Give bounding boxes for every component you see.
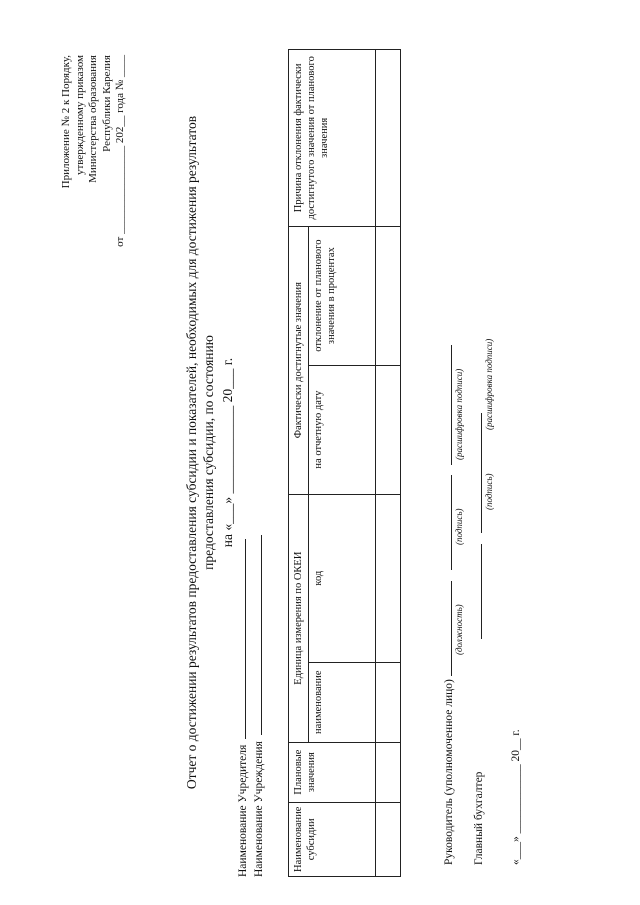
report-title [183, 0, 236, 905]
title-line-2: предоставления субсидии, по состоянию [201, 335, 216, 570]
founder-label: Наименование Учредителя [237, 744, 249, 877]
table-row [376, 50, 401, 877]
institution-field [250, 535, 265, 877]
th-reason: Причина отклонения фактически достигнутого значения от планового значения [289, 50, 376, 227]
institution-underline [250, 535, 262, 735]
appendix-block [60, 55, 128, 315]
th-unit-group: Единица измерения по ОКЕИ [289, 494, 309, 742]
title-line-1: Отчет о достижении результатов предоставления субсидии и показателей, необходимых для достижения результатов [184, 115, 199, 790]
accountant-label: Главный бухгалтер [473, 771, 485, 865]
head-caption-position: (должность) [454, 604, 464, 655]
accountant-signature-line [470, 413, 485, 865]
head-signature-underline [440, 475, 452, 570]
appendix-line-5: от ________________ 202__ года № ____ [114, 55, 126, 247]
accountant-caption-signature: (подпись) [484, 473, 494, 510]
title-date-line: на «___» _____________ 20___ г. [220, 357, 235, 548]
report-table [288, 49, 401, 877]
head-position-underline [440, 581, 452, 676]
head-signature-line [440, 345, 455, 865]
appendix-line-2: утвержденному приказом [73, 55, 86, 176]
head-label: Руководитель (уполномоченное лицо) [443, 679, 455, 865]
founder-field [234, 539, 249, 877]
table-cell [376, 662, 401, 742]
th-actual-dev: отклонение от планового значения в процентах [309, 226, 376, 365]
signature-date: «___» ____________ 20__ г. [510, 729, 522, 865]
th-unit-name: наименование [309, 662, 376, 742]
head-caption-signature: (подпись) [454, 508, 464, 545]
th-actual-group: Фактически достигнутые значения [289, 226, 309, 494]
appendix-line-1: Приложение № 2 к Порядку, [60, 55, 72, 189]
table-cell [376, 50, 401, 227]
appendix-line-3: Министерства образования [87, 55, 99, 183]
accountant-caption-decoding: (расшифровка подписи) [484, 338, 494, 430]
table-cell [376, 365, 401, 494]
head-caption-decoding: (расшифровка подписи) [454, 368, 464, 460]
accountant-signature-underline [470, 544, 482, 639]
appendix-line-4: Республики Карелия [100, 55, 113, 152]
table-cell [376, 742, 401, 802]
th-actual-date: на отчетную дату [309, 365, 376, 494]
th-unit-code: код [309, 494, 376, 662]
head-decoding-underline [440, 345, 452, 465]
table-cell [376, 802, 401, 876]
institution-label: Наименование Учреждения [253, 741, 265, 877]
founder-underline [234, 539, 246, 739]
th-planned: Плановые значения [289, 742, 376, 802]
table-cell [376, 494, 401, 662]
th-subsidy: Наименование субсидии [289, 802, 376, 876]
accountant-decoding-underline [470, 413, 482, 533]
table-header-row-1 [289, 50, 309, 877]
table-cell [376, 226, 401, 365]
